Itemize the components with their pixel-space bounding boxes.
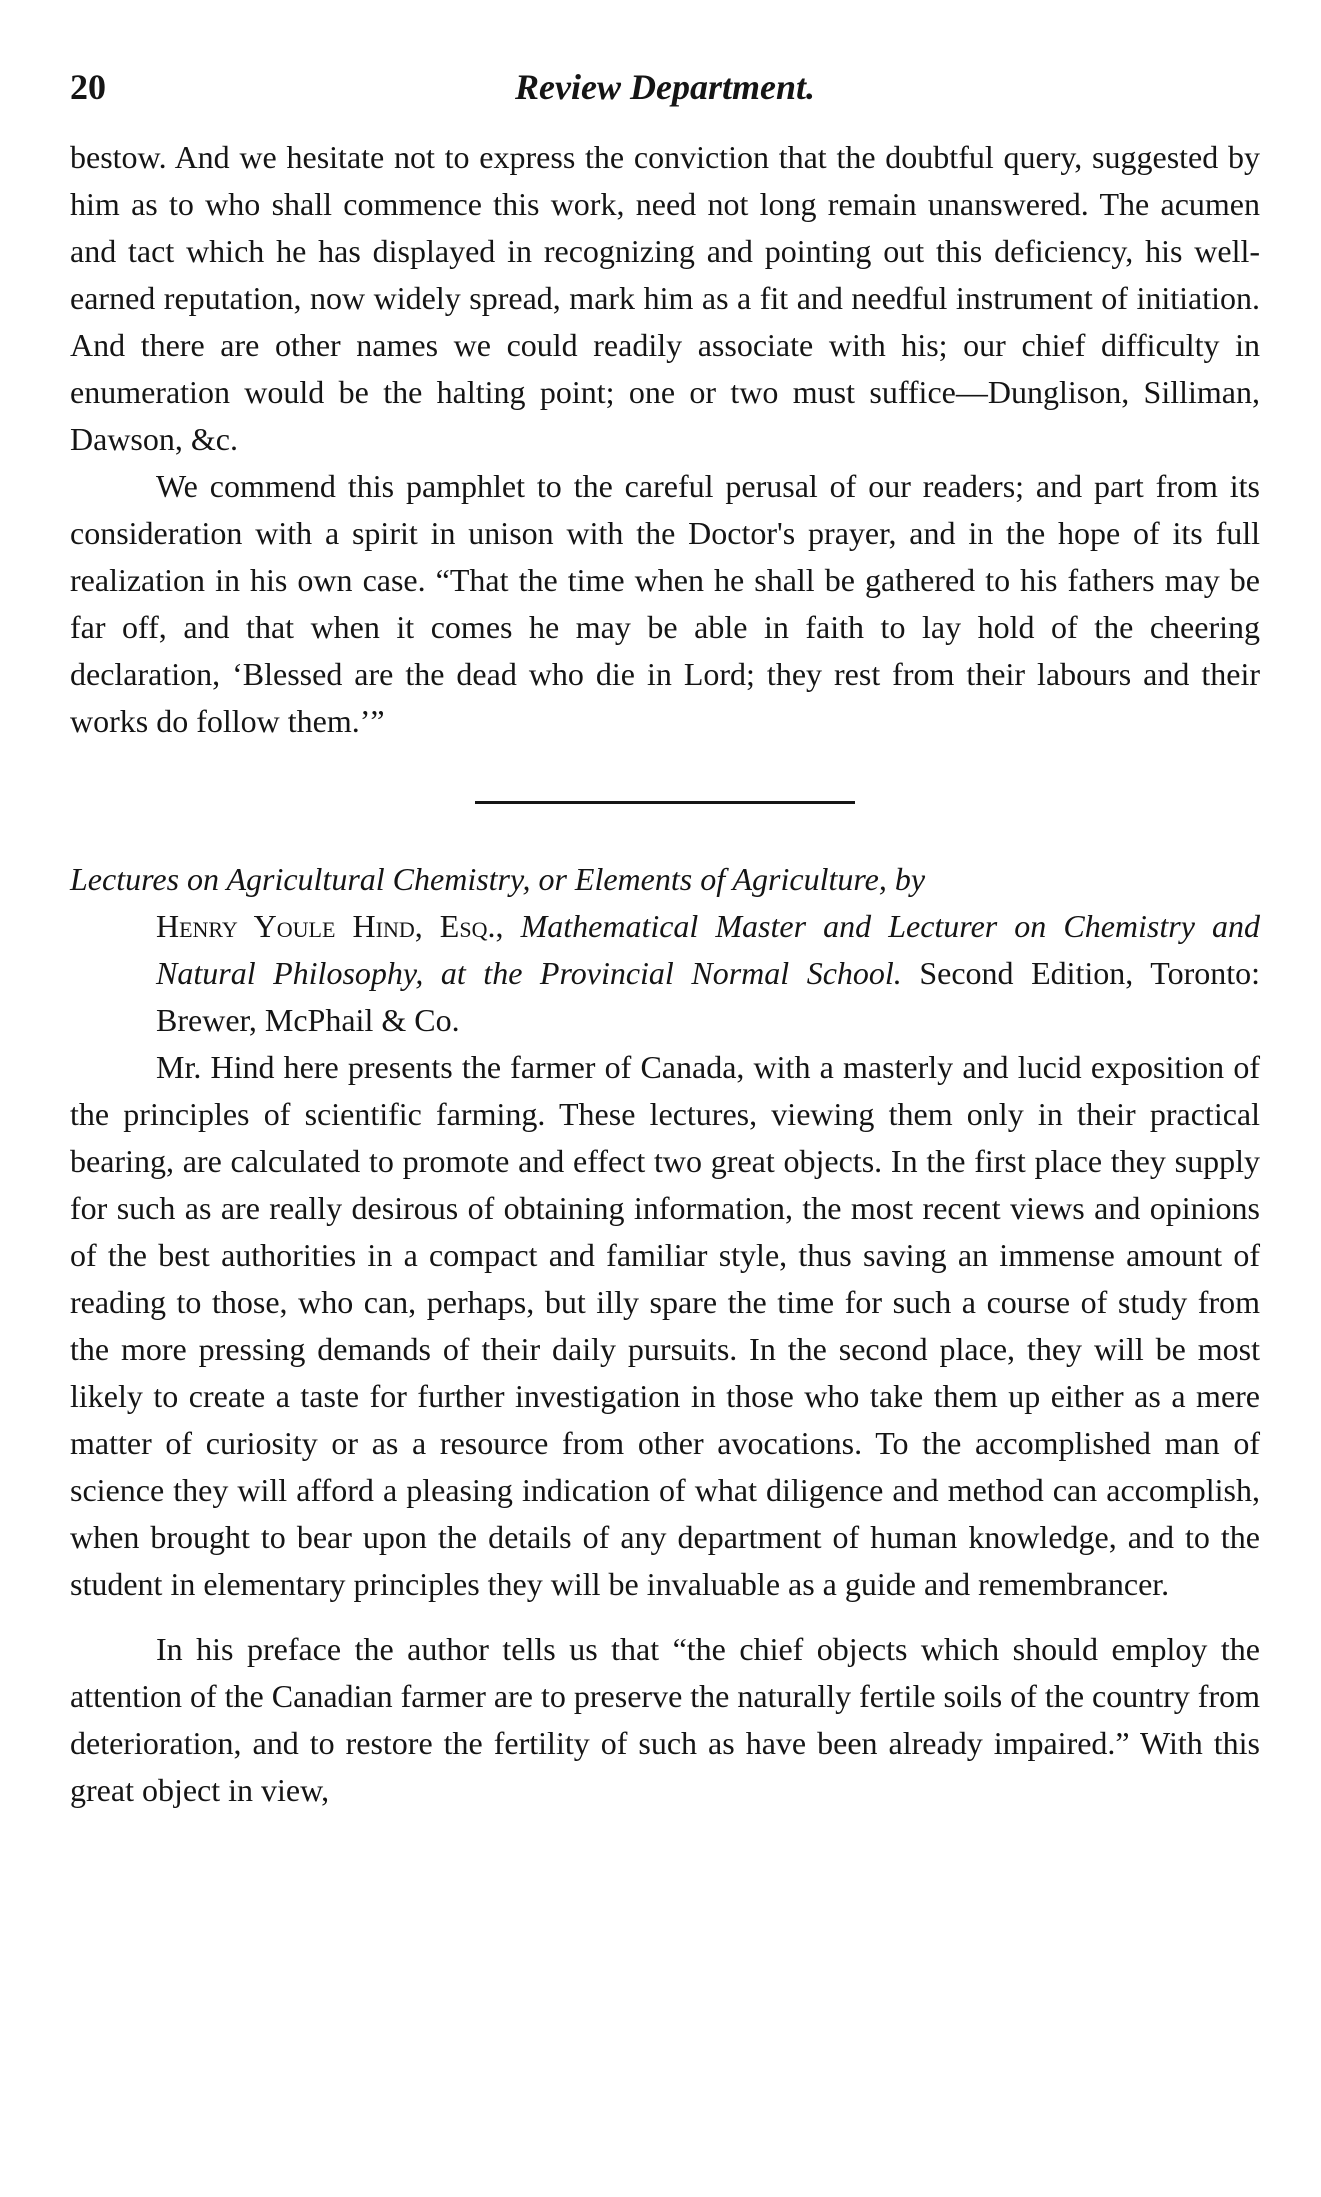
page-body [70, 134, 1260, 1814]
page-number: 20 [70, 67, 106, 107]
review-author-role: Mathematical Master and Lecturer on Chemistry and Natural Philosophy, at the Provincial Normal School. [156, 908, 1261, 991]
review-publication: Second Edition, Toronto: Brewer, McPhail & Co. [156, 955, 1261, 1038]
review-paragraph: Mr. Hind here presents the farmer of Canada, with a masterly and lucid exposition of the principles of scientific farming. These lectures, viewing them only in their practical bearing, are calculated to promote and effect two great objects. In the first place they supply for such as are really desirous of obtaining information, the most recent views and opinions of the best authorities in a compact and familiar style, thus saving an immense amount of reading to those, who can, perhaps, but illy spare the time for such a course of study from the more pressing demands of their daily pursuits. In the second place, they will be most likely to create a taste for further investigation in those who take them up either as a mere matter of curiosity or as a resource from other avocations. To the accomplished man of science they will afford a pleasing indication of what diligence and method can accomplish, when brought to bear upon the details of any department of human knowledge, and to the student in elementary principles they will be invaluable as a guide and remembrancer. [70, 1049, 1260, 1602]
paragraph-commendation: We commend this pamphlet to the careful perusal of our readers; and part from its consideration with a spirit in unison with the Doctor's prayer, and in the hope of its full realization in his own case. “That the time when he shall be gathered to his fathers may be far off, and that when it comes he may be able in faith to lay hold of the cheering declaration, ‘Blessed are the dead who die in Lord; they rest from their labours and their works do follow them.’” [70, 468, 1260, 739]
paragraph-gap [70, 1608, 1260, 1626]
running-title: Review Department. [515, 67, 815, 107]
review-title: Lectures on Agricultural Chemistry, or Elements of Agriculture, by [70, 861, 926, 897]
section-divider [475, 801, 855, 804]
review-citation [70, 856, 1260, 1044]
review-citation-details: Henry Youle Hind, Esq., Mathematical Master and Lecturer on Chemistry and Natural Philosophy, at the Provincial Normal School. Second Edition, Toronto: Brewer, McPhail & Co. [156, 908, 1261, 1038]
review-paragraph: In his preface the author tells us that “the chief objects which should employ the attention of the Canadian farmer are to preserve the naturally fertile soils of the country from deterioration, and to restore the fertility of such as have been already impaired.” With this great object in view, [70, 1631, 1260, 1808]
review-author: Henry Youle Hind, Esq. [156, 908, 496, 944]
page-header [70, 66, 1260, 126]
paragraph-continued: bestow. And we hesitate not to express the conviction that the doubtful query, suggested by him as to who shall commence this work, need not long remain unanswered. The acumen and tact which he has displayed in recognizing and pointing out this deficiency, his well-earned reputation, now widely spread, mark him as a fit and needful instrument of initiation. And there are other names we could readily associate with his; our chief difficulty in enumeration would be the halting point; one or two must suffice—Dunglison, Silliman, Dawson, &c. [70, 139, 1260, 457]
